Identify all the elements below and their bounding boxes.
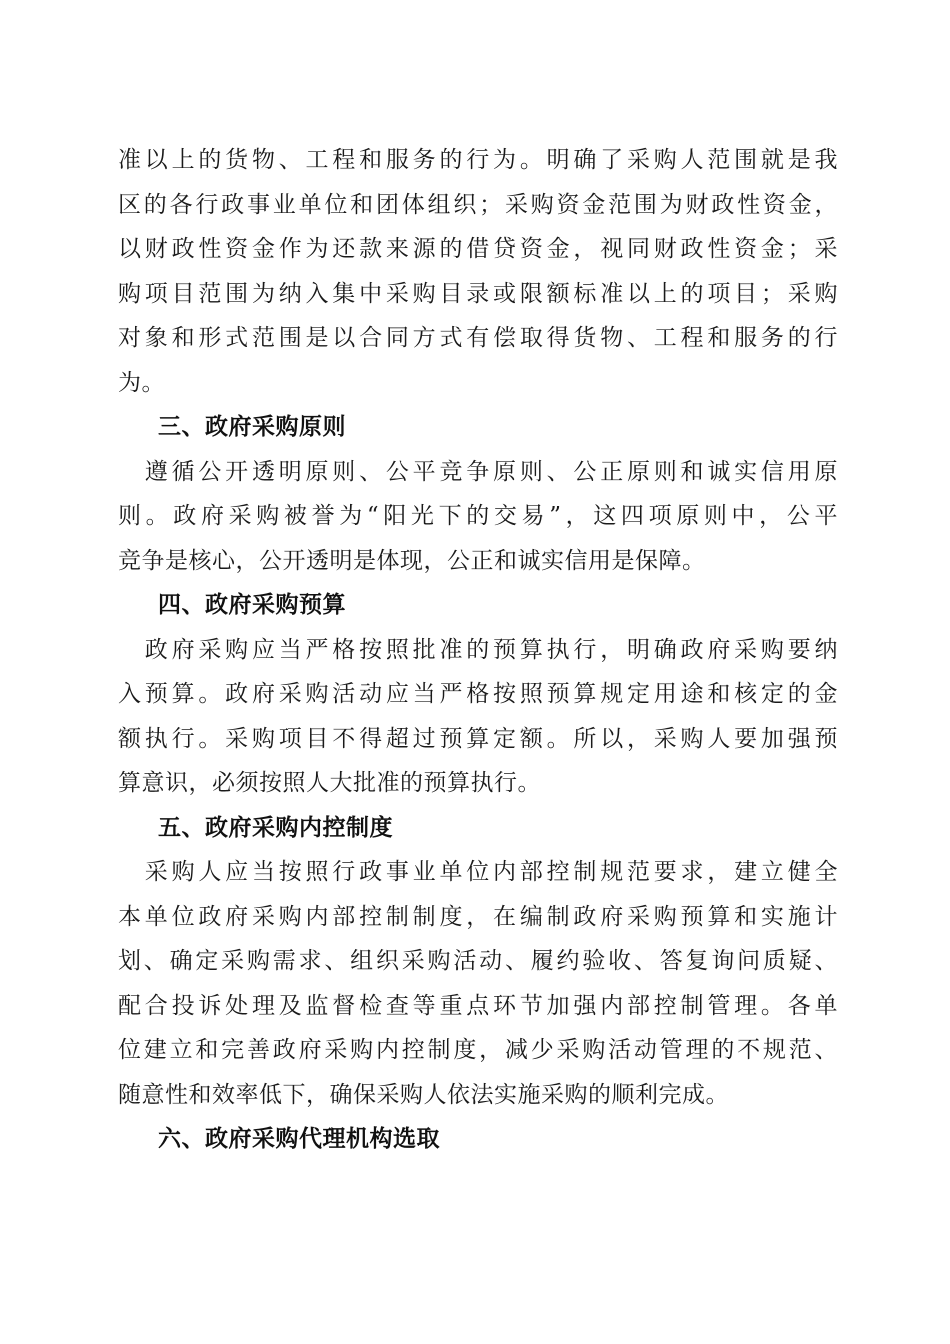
text-line: 则。政府采购被誉为“阳光下的交易”，这四项原则中，公平 (118, 503, 838, 529)
text-line: 随意性和效率低下，确保采购人依法实施采购的顺利完成。 (118, 1081, 729, 1108)
section-heading-budget: 四、政府采购预算 (158, 592, 346, 618)
text-line: 采购人应当按照行政事业单位内部控制规范要求，建立健全 (118, 859, 838, 885)
text-line: 划、确定采购需求、组织采购活动、履约验收、答复询问质疑、 (118, 948, 838, 974)
text-line: 为。 (118, 369, 165, 396)
section-heading-internal-control: 五、政府采购内控制度 (158, 814, 393, 841)
text-line: 配合投诉处理及监督检查等重点环节加强内部控制管理。各单 (118, 992, 838, 1019)
text-line: 遵循公开透明原则、公平竞争原则、公正原则和诚实信用原 (118, 458, 838, 485)
section-heading-agency-selection: 六、政府采购代理机构选取 (158, 1126, 440, 1152)
paragraph-internal-control (118, 850, 838, 1117)
text-line: 位建立和完善政府采购内控制度，减少采购活动管理的不规范、 (118, 1037, 838, 1063)
text-line: 准以上的货物、工程和服务的行为。明确了采购人范围就是我 (118, 147, 838, 173)
text-line: 本单位政府采购内部控制制度，在编制政府采购预算和实施计 (118, 903, 838, 930)
text-line: 对象和形式范围是以合同方式有偿取得货物、工程和服务的行 (118, 325, 838, 351)
paragraph-principles (118, 450, 838, 584)
text-line: 以财政性资金作为还款来源的借贷资金，视同财政性资金；采 (118, 236, 838, 262)
text-line: 竞争是核心，公开透明是体现，公正和诚实信用是保障。 (118, 547, 706, 574)
text-line: 政府采购应当严格按照批准的预算执行，明确政府采购要纳 (118, 636, 838, 663)
paragraph-procurement-scope (118, 138, 838, 405)
text-line: 区的各行政事业单位和团体组织；采购资金范围为财政性资金， (118, 191, 838, 218)
text-line: 入预算。政府采购活动应当严格按照预算规定用途和核定的金 (118, 681, 838, 707)
text-line: 算意识，必须按照人大批准的预算执行。 (118, 770, 541, 796)
text-line: 额执行。采购项目不得超过预算定额。所以，采购人要加强预 (118, 725, 838, 752)
document-body (118, 138, 838, 1162)
paragraph-budget (118, 628, 838, 806)
section-heading-principles: 三、政府采购原则 (158, 414, 346, 440)
text-line: 购项目范围为纳入集中采购目录或限额标准以上的项目；采购 (118, 280, 838, 307)
